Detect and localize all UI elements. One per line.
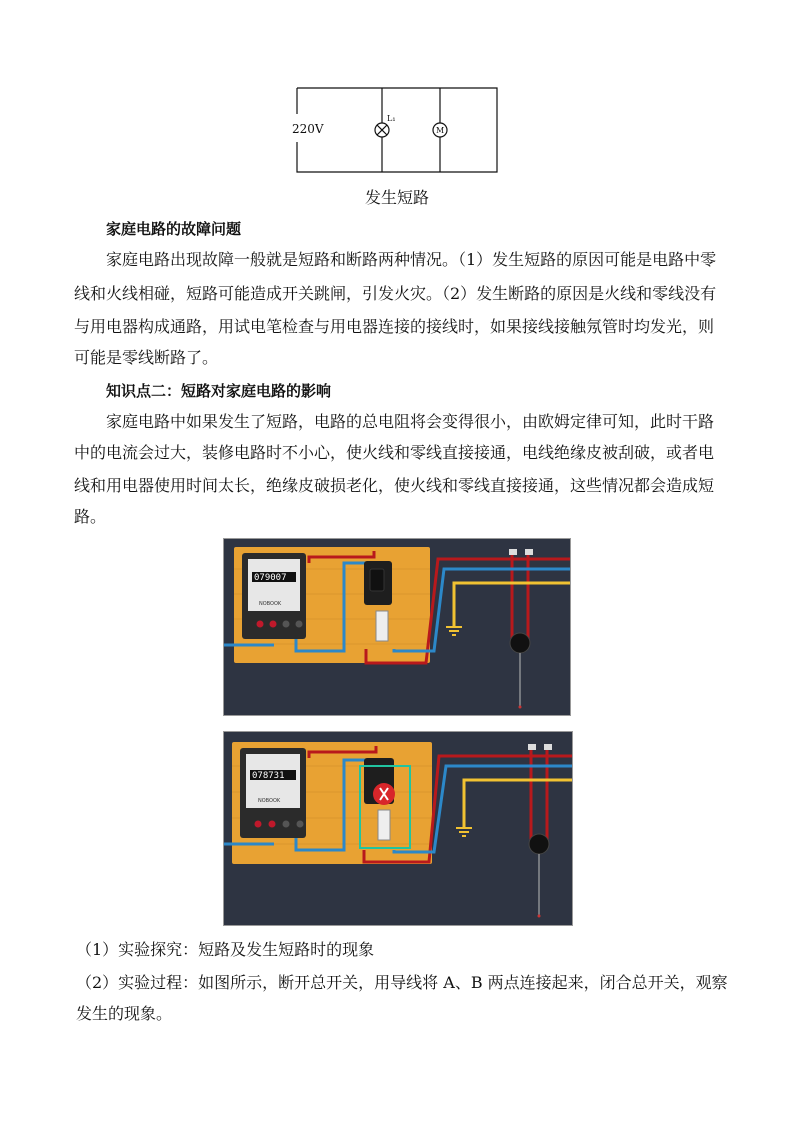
step-line: （1）实验探究：短路及发生短路时的现象 — [76, 940, 375, 959]
lamp-label: L₁ — [387, 114, 396, 123]
motor-icon — [433, 123, 447, 137]
step-line: 发生的现象。 — [76, 1004, 173, 1023]
wiring-illustration-2 — [223, 731, 573, 926]
meter-brand: NOBOOK — [259, 601, 282, 607]
motor-label: M — [436, 126, 445, 135]
section-heading: 家庭电路的故障问题 — [106, 220, 242, 238]
section-heading: 知识点二：短路对家庭电路的影响 — [106, 382, 332, 400]
paragraph-line: 线和用电器使用时间太长，绝缘皮破损老化，使火线和零线直接接通，这些情况都会造成短 — [74, 476, 715, 495]
short-circuit-icon — [373, 783, 395, 805]
paragraph-line: 可能是零线断路了。 — [74, 348, 219, 367]
circuit-diagram — [282, 80, 512, 180]
meter-brand: NOBOOK — [258, 798, 281, 804]
electric-meter — [240, 748, 306, 838]
paragraph-line: 与用电器构成通路，用试电笔检查与用电器连接的接线时，如果接线接触氖管时均发光，则 — [74, 317, 715, 336]
electric-meter — [242, 553, 306, 639]
meter-reading: 079007 — [254, 573, 287, 583]
paragraph-line: 路。 — [74, 507, 107, 526]
wiring-illustration-1 — [223, 538, 571, 716]
paragraph-line: 中的电流会过大，装修电路时不小心，使火线和零线直接接通，电线绝缘皮被刮破，或者电 — [74, 443, 715, 462]
lamp-icon — [375, 123, 389, 137]
meter-reading: 078731 — [252, 771, 285, 781]
step-line: （2）实验过程：如图所示，断开总开关，用导线将 A、B 两点连接起来，闭合总开关，观察 — [76, 973, 728, 992]
paragraph-line: 线和火线相碰，短路可能造成开关跳闸，引发火灾。（2）发生断路的原因是火线和零线没有 — [74, 284, 717, 303]
paragraph-line: 家庭电路出现故障一般就是短路和断路两种情况。（1）发生短路的原因可能是电路中零 — [106, 250, 717, 269]
figure-caption: 发生短路 — [364, 188, 429, 207]
paragraph-line: 家庭电路中如果发生了短路，电路的总电阻将会变得很小，由欧姆定律可知，此时干路 — [106, 412, 715, 431]
voltage-label: 220V — [292, 122, 324, 136]
